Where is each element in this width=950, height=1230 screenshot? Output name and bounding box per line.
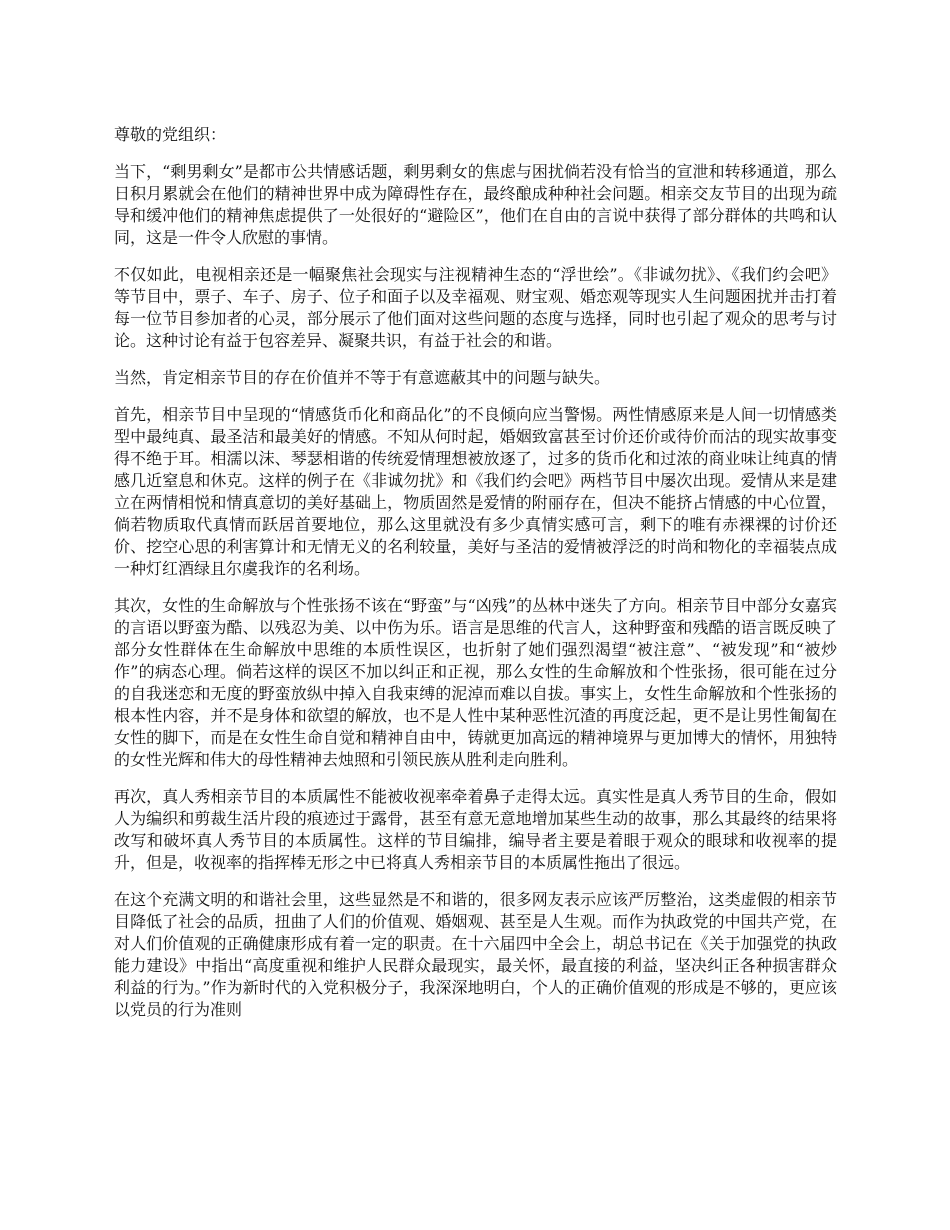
paragraph-1: 当下，“剩男剩女”是都市公共情感话题，剩男剩女的焦虑与困扰倘若没有恰当的宣泄和转移通道，那么日积月累就会在他们的精神世界中成为障碍性存在，最终酿成种种社会问题。相亲交友节目的出现为疏导和缓冲他们的精神焦虑提供了一处很好的“避险区”，他们在自由的言说中获得了部分群体的共鸣和认同，这是一件令人欣慰的事情。 bbox=[114, 162, 837, 247]
paragraph-4: 首先，相亲节目中呈现的“情感货币化和商品化”的不良倾向应当警惕。两性情感原来是人间一切情感类型中最纯真、最圣洁和最美好的情感。不知从何时起，婚姻致富甚至讨价还价或待价而沽的现实故事变得不绝于耳。相濡以沫、琴瑟相谐的传统爱情理想被放逐了，过多的货币化和过浓的商业味让纯真的情感几近窒息和休克。这样的例子在《非诚勿扰》和《我们约会吧》两档节目中屡次出现。爱情从来是建立在两情相悦和情真意切的美好基础上，物质固然是爱情的附丽存在，但决不能挤占情感的中心位置，倘若物质取代真情而跃居首要地位，那么这里就没有多少真情实感可言，剩下的唯有赤裸裸的讨价还价、挖空心思的利害算计和无情无义的名利较量，美好与圣洁的爱情被浮泛的时尚和物化的幸福装点成一种灯红酒绿且尔虞我诈的名利场。 bbox=[114, 405, 837, 578]
paragraph-3: 当然，肯定相亲节目的存在价值并不等于有意遮蔽其中的问题与缺失。 bbox=[114, 368, 611, 387]
paragraph-6: 再次，真人秀相亲节目的本质属性不能被收视率牵着鼻子走得太远。真实性是真人秀节目的生命，假如人为编织和剪裁生活片段的痕迹过于露骨，甚至有意无意地增加某些生动的故事，那么其最终的结果将改写和破坏真人秀节目的本质属性。这样的节目编排，编导者主要是着眼于观众的眼球和收视率的提升，但是，收视率的指挥棒无形之中已将真人秀相亲节目的本质属性拖出了很远。 bbox=[114, 787, 837, 872]
paragraph-2: 不仅如此，电视相亲还是一幅聚焦社会现实与注视精神生态的“浮世绘”。《非诚勿扰》、《我们约会吧》等节目中，票子、车子、房子、位子和面子以及幸福观、财宝观、婚恋观等现实人生问题困扰并击打着每一位节目参加者的心灵，部分展示了他们面对这些问题的态度与选择，同时也引起了观众的思考与讨论。这种讨论有益于包容差异、凝聚共识，有益于社会的和谐。 bbox=[114, 265, 837, 350]
letter-body bbox=[114, 124, 837, 1036]
paragraph-5: 其次，女性的生命解放与个性张扬不该在“野蛮”与“凶残”的丛林中迷失了方向。相亲节目中部分女嘉宾的言语以野蛮为酷、以残忍为美、以中伤为乐。语言是思维的代言人，这种野蛮和残酷的语言既反映了部分女性群体在生命解放中思维的本质性误区，也折射了她们强烈渴望“被注意”、“被发现”和“被炒作”的病态心理。倘若这样的误区不加以纠正和正视，那么女性的生命解放和个性张扬，很可能在过分的自我迷恋和无度的野蛮放纵中掉入自我束缚的泥淖而难以自拔。事实上，女性生命解放和个性张扬的根本性内容，并不是身体和欲望的解放，也不是人性中某种恶性沉渣的再度泛起，更不是让男性匍匐在女性的脚下，而是在女性生命自觉和精神自由中，铸就更加高远的精神境界与更加博大的情怀，用独特的女性光辉和伟大的母性精神去烛照和引领民族从胜利走向胜利。 bbox=[114, 596, 837, 769]
salutation: 尊敬的党组织： bbox=[114, 125, 227, 144]
paragraph-7: 在这个充满文明的和谐社会里，这些显然是不和谐的，很多网友表示应该严厉整治，这类虚假的相亲节目降低了社会的品质，扭曲了人们的价值观、婚姻观、甚至是人生观。而作为执政党的中国共产党，在对人们价值观的正确健康形成有着一定的职责。在十六届四中全会上，胡总书记在《关于加强党的执政能力建设》中指出“高度重视和维护人民群众最现实，最关怀，最直接的利益，坚决纠正各种损害群众利益的行为。”作为新时代的入党积极分子，我深深地明白，个人的正确价值观的形成是不够的，更应该以党员的行为准则 bbox=[114, 890, 837, 1019]
